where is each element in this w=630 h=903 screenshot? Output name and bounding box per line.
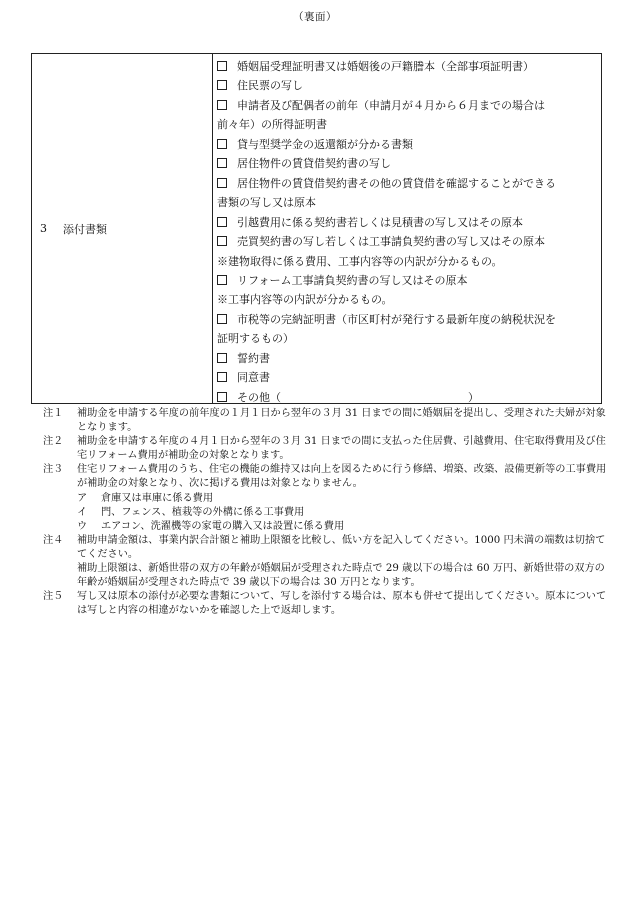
note (43, 463, 608, 533)
note-text: 写し又は原本の添付が必要な書類について、写しを添付する場合は、原本も併せて提出してください。原本については写しと内容の相違がないかを確認した上で返却します。 (77, 591, 607, 617)
checkbox-icon[interactable] (217, 178, 227, 188)
note-body (77, 534, 608, 590)
attachment-item-continuation (217, 193, 601, 212)
attachment-item-text: 引越費用に係る契約書若しくは見積書の写し又はその原本 (237, 215, 523, 229)
note-subitem-key: ア (77, 492, 88, 504)
attachment-item-continuation (217, 329, 601, 348)
section-number: 3 (40, 222, 47, 235)
attachment-item[interactable] (217, 96, 601, 115)
page-side-label: （裏面） (293, 11, 337, 23)
attachment-item[interactable] (217, 388, 601, 407)
note-text: 補助金を申請する年度の４月１日から翌年の３月 31 日までの間に支払った住居費、引越費用、住宅取得費用及び住宅リフォーム費用が補助金の対象となります。 (77, 436, 606, 462)
note-subitem-key: イ (77, 506, 88, 518)
checkbox-icon[interactable] (217, 100, 227, 110)
attachment-item-text: 居住物件の賃貸借契約書の写し (237, 157, 391, 171)
note-body (77, 435, 608, 463)
attachment-item-text: 申請者及び配偶者の前年（申請月が４月から６月までの場合は (237, 98, 545, 112)
note-body (77, 407, 608, 435)
attachment-item-text: 同意書 (237, 371, 270, 385)
attachment-item-text: その他（ ） (237, 390, 479, 404)
section-label: 添付書類 (63, 222, 107, 236)
attachment-item-text: 市税等の完納証明書（市区町村が発行する最新年度の納税状況を (237, 312, 556, 326)
attachment-item[interactable] (217, 174, 601, 193)
checkbox-icon[interactable] (217, 314, 227, 324)
note-subitem-text: 倉庫又は車庫に係る費用 (101, 492, 214, 504)
note-mark: 注４ (43, 534, 64, 546)
checkbox-icon[interactable] (217, 139, 227, 149)
attachment-item[interactable] (217, 135, 601, 154)
note-text: 補助申請金額は、事業内訳合計額と補助上限額を比較し、低い方を記入してください。1000 円未満の端数は切捨ててください。 (77, 534, 606, 560)
note-text: 補助上限額は、新婚世帯の双方の年齢が婚姻届が受理された時点で 29 歳以下の場合は 60 万円、新婚世帯の双方の年齢が婚姻届が受理された時点で 39 歳以下の場合は 30 万円となります。 (77, 563, 605, 589)
attachment-item-text: リフォーム工事請負契約書の写し又はその原本 (237, 273, 468, 287)
note-mark: 注３ (43, 464, 64, 476)
attachment-item[interactable] (217, 368, 601, 387)
checkbox-icon[interactable] (217, 61, 227, 71)
attachment-item-text: 婚姻届受理証明書又は婚姻後の戸籍謄本（全部事項証明書） (237, 60, 534, 73)
checkbox-icon[interactable] (217, 275, 227, 285)
note-mark: 注１ (43, 408, 64, 419)
attachment-item[interactable] (217, 271, 601, 290)
checkbox-icon[interactable] (217, 80, 227, 90)
attachment-list (213, 54, 601, 403)
note-mark: 注２ (43, 436, 64, 448)
section-label-cell (32, 54, 213, 403)
note-subitem-key: ウ (77, 520, 88, 532)
note (43, 407, 608, 435)
attachment-item[interactable] (217, 232, 601, 251)
note-subitem-text: エアコン、洗濯機等の家電の購入又は設置に係る費用 (101, 520, 345, 532)
note-subitem (77, 492, 608, 506)
attachment-item[interactable] (217, 154, 601, 173)
attachment-item-text: 貸与型奨学金の返還額が分かる書類 (237, 137, 413, 151)
checkbox-icon[interactable] (217, 236, 227, 246)
note-text: 住宅リフォーム費用のうち、住宅の機能の維持又は向上を図るために行う修繕、増築、改築、設備更新等の工事費用が補助金の対象となり、次に掲げる費用は対象となりません。 (77, 464, 607, 490)
note-body (77, 590, 608, 618)
attachment-item-continuation (217, 290, 601, 309)
note-subitem (77, 506, 608, 520)
attachment-item[interactable] (217, 213, 601, 232)
note-subitem-text: 門、フェンス、植栽等の外構に係る工事費用 (101, 506, 305, 518)
note (43, 534, 608, 590)
note-body (77, 463, 608, 533)
attachment-item-text: 居住物件の賃貸借契約書その他の賃貸借を確認することができる (237, 176, 556, 190)
attachment-item-text: 書類の写し又は原本 (217, 196, 316, 210)
attachment-item-text: 前々年）の所得証明書 (217, 118, 327, 132)
attachment-item-text: 住民票の写し (237, 79, 303, 93)
attachment-item[interactable] (217, 76, 601, 95)
attachment-item[interactable] (217, 57, 601, 76)
checkbox-icon[interactable] (217, 392, 227, 402)
note-mark: 注５ (43, 591, 64, 603)
attachment-item-text: 誓約書 (237, 351, 270, 365)
checkbox-icon[interactable] (217, 217, 227, 227)
attachment-item-text: 証明するもの） (217, 332, 294, 346)
attachments-table (31, 53, 602, 404)
attachment-item[interactable] (217, 310, 601, 329)
attachment-item[interactable] (217, 349, 601, 368)
attachment-item-text: ※建物取得に係る費用、工事内容等の内訳が分かるもの。 (217, 254, 503, 268)
note-text: 補助金を申請する年度の前年度の１月１日から翌年の３月 31 日までの間に婚姻届を提出し、受理された夫婦が対象となります。 (77, 408, 606, 434)
note-subitem (77, 520, 608, 534)
checkbox-icon[interactable] (217, 372, 227, 382)
note (43, 435, 608, 463)
attachment-item-continuation (217, 252, 601, 271)
notes-section (43, 407, 608, 618)
checkbox-icon[interactable] (217, 353, 227, 363)
note (43, 590, 608, 618)
attachment-item-continuation (217, 115, 601, 134)
checkbox-icon[interactable] (217, 158, 227, 168)
attachment-item-text: ※工事内容等の内訳が分かるもの。 (217, 293, 393, 307)
attachment-item-text: 売買契約書の写し若しくは工事請負契約書の写し又はその原本 (237, 235, 545, 249)
